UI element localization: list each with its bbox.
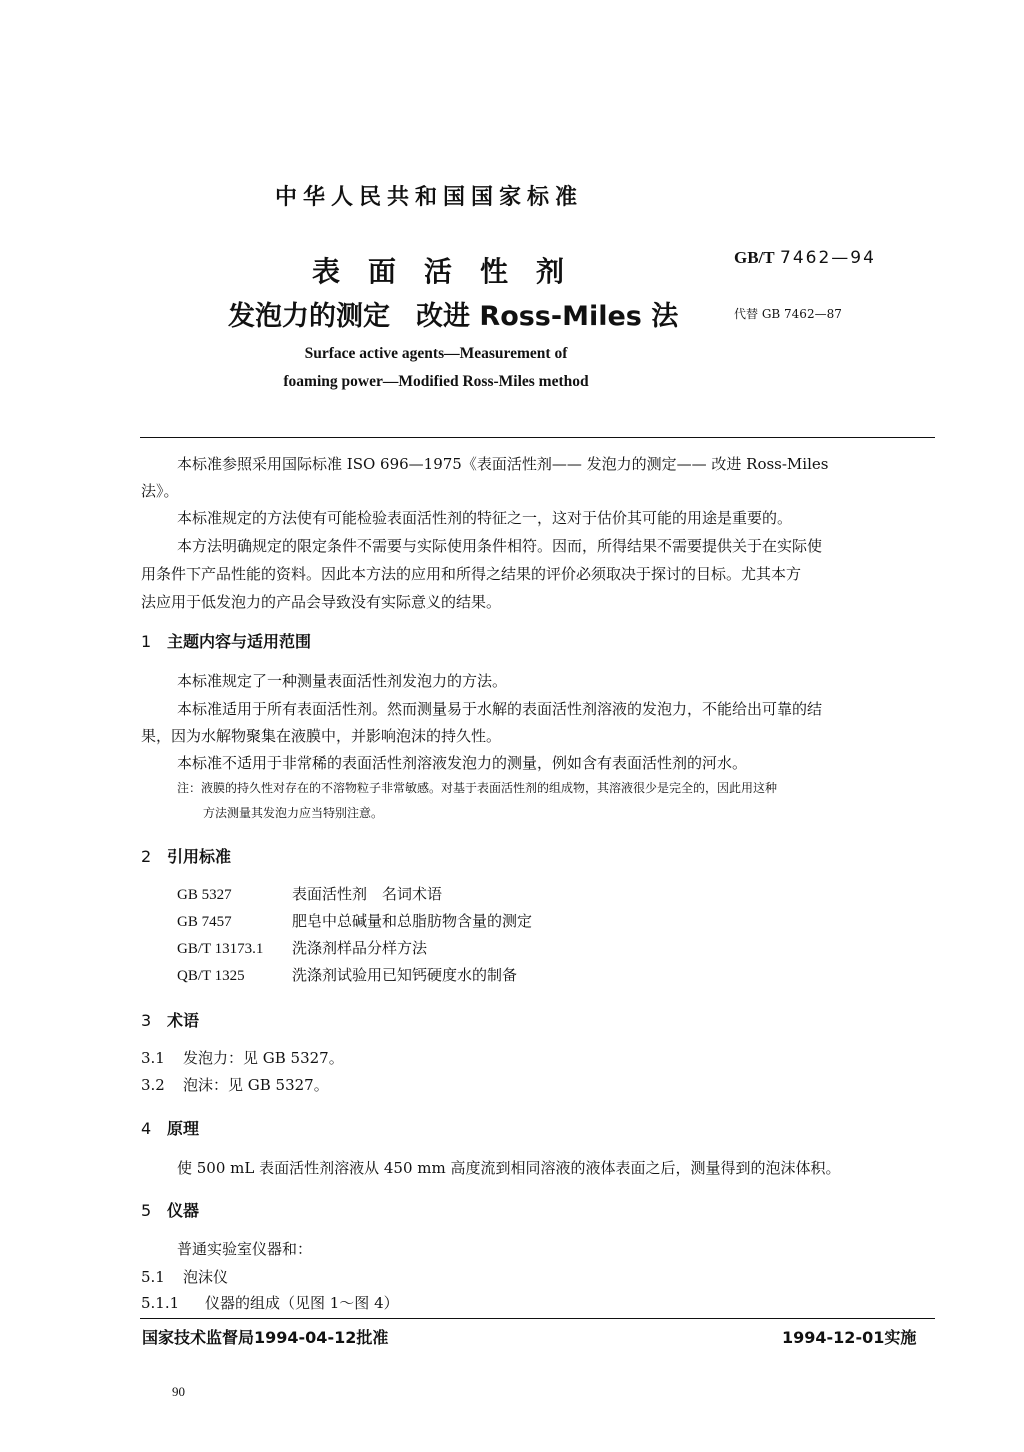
section-5-title: 仪器 [167, 1201, 200, 1220]
clause-3-1-number: 3.1 [141, 1049, 165, 1067]
section-1-note-line1: 注：液膜的持久性对存在的不溶物粒子非常敏感。对基于表面活性剂的组成物，其溶液很少是完全的，因此用这种 [177, 781, 778, 795]
reference-code: GB/T 13173.1 [177, 941, 264, 957]
clause-5-1-1 [141, 1292, 399, 1313]
section-1-title: 主题内容与适用范围 [167, 632, 312, 651]
reference-title: 肥皂中总碱量和总脂肪物含量的测定 [292, 912, 533, 930]
intro-paragraph-3-line2: 用条件下产品性能的资料。因此本方法的应用和所得之结果的评价必须取决于探讨的目标。尤其本方 [141, 565, 802, 583]
clause-3-1 [141, 1047, 344, 1068]
reference-item [177, 937, 427, 958]
standard-number [734, 248, 876, 268]
section-4-title: 原理 [167, 1119, 200, 1138]
standard-num: 7462—94 [780, 248, 876, 268]
section-5-number: 5 [141, 1201, 152, 1220]
header-divider [140, 437, 935, 438]
english-title-line1: Surface active agents—Measurement of [304, 345, 568, 362]
clause-5-1 [141, 1266, 228, 1287]
clause-5-1-1-text: 仪器的组成（见图 1～图 4） [205, 1294, 399, 1312]
section-3-number: 3 [141, 1011, 152, 1030]
reference-item [177, 883, 442, 904]
section-1-paragraph-2-line2: 果，因为水解物聚集在液膜中，并影响泡沫的持久性。 [141, 727, 502, 745]
section-4-heading [141, 1116, 199, 1139]
reference-code: QB/T 1325 [177, 968, 245, 984]
reference-code: GB 7457 [177, 914, 232, 930]
english-title-line2: foaming power—Modified Ross-Miles method [283, 373, 589, 390]
footer-divider [140, 1318, 935, 1319]
intro-paragraph-2: 本标准规定的方法使有可能检验表面活性剂的特征之一，这对于估价其可能的用途是重要的。 [177, 509, 793, 527]
clause-5-1-text: 泡沫仪 [183, 1268, 229, 1286]
standard-code: GB/T [734, 248, 775, 267]
document-title-line2 [228, 294, 678, 333]
section-3-title: 术语 [167, 1011, 200, 1030]
section-5-heading [141, 1198, 199, 1221]
intro-paragraph-1-line1: 本标准参照采用国际标准 ISO 696—1975《表面活性剂—— 发泡力的测定—— 改进 Ross-Miles [177, 455, 829, 473]
clause-3-1-text: 发泡力：见 GB 5327。 [183, 1049, 344, 1067]
reference-title: 洗涤剂样品分样方法 [292, 939, 428, 957]
national-standard-title: 中华人民共和国国家标准 [275, 184, 584, 210]
reference-title: 洗涤剂试验用已知钙硬度水的制备 [292, 966, 518, 984]
clause-5-1-number: 5.1 [141, 1268, 165, 1286]
clause-3-2-number: 3.2 [141, 1076, 165, 1094]
section-3-heading [141, 1008, 199, 1031]
section-1-heading [141, 629, 311, 652]
section-1-note-line2: 方法测量其发泡力应当特别注意。 [203, 806, 384, 820]
clause-5-1-1-number: 5.1.1 [141, 1294, 180, 1312]
section-1-paragraph-3: 本标准不适用于非常稀的表面活性剂溶液发泡力的测量，例如含有表面活性剂的河水。 [177, 754, 748, 772]
reference-item [177, 910, 532, 931]
section-2-title: 引用标准 [167, 847, 232, 866]
clause-3-2-text: 泡沫：见 GB 5327。 [183, 1076, 329, 1094]
section-4-number: 4 [141, 1119, 152, 1138]
approval-date: 国家技术监督局1994-04-12批准 [142, 1328, 389, 1347]
intro-paragraph-3-line3: 法应用于低发泡力的产品会导致没有实际意义的结果。 [141, 593, 502, 611]
section-4-paragraph: 使 500 mL 表面活性剂溶液从 450 mm 高度流到相同溶液的液体表面之后，测量得到的泡沫体积。 [177, 1159, 841, 1177]
page-number: 90 [172, 1384, 185, 1399]
clause-3-2 [141, 1074, 329, 1095]
document-title-line1: 表面活性剂 [312, 255, 593, 288]
reference-code: GB 5327 [177, 887, 232, 903]
section-2-number: 2 [141, 847, 152, 866]
effective-date: 1994-12-01实施 [782, 1328, 917, 1347]
title-line2-part-a: 发泡力的测定 [228, 301, 390, 332]
intro-paragraph-3-line1: 本方法明确规定的限定条件不需要与实际使用条件相符。因而，所得结果不需要提供关于在实际使 [177, 537, 823, 555]
reference-item [177, 964, 517, 985]
section-2-heading [141, 844, 231, 867]
section-1-number: 1 [141, 632, 152, 651]
intro-paragraph-1-line2: 法》。 [141, 482, 179, 500]
reference-title: 表面活性剂 名词术语 [292, 885, 443, 903]
section-5-paragraph: 普通实验室仪器和： [177, 1240, 313, 1258]
section-1-paragraph-2-line1: 本标准适用于所有表面活性剂。然而测量易于水解的表面活性剂溶液的发泡力，不能给出可靠的结 [177, 700, 823, 718]
title-line2-part-b: 改进 Ross-Miles 法 [416, 301, 679, 332]
section-1-paragraph-1: 本标准规定了一种测量表面活性剂发泡力的方法。 [177, 672, 508, 690]
replaces-standard: 代替 GB 7462—87 [734, 307, 842, 321]
